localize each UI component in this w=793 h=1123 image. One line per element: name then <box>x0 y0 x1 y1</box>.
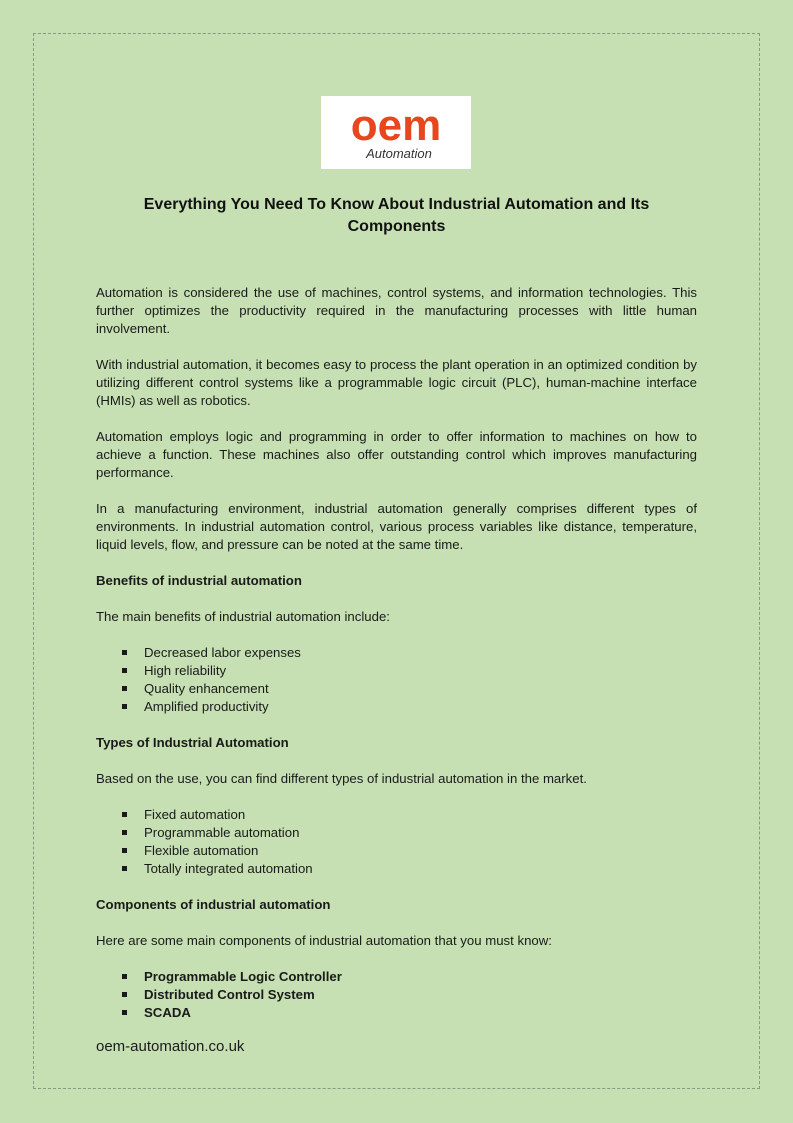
oem-automation-logo <box>321 96 471 169</box>
section-heading-benefits: Benefits of industrial automation <box>96 573 302 588</box>
list-item-label: Flexible automation <box>144 843 259 858</box>
bullet-icon <box>122 866 127 871</box>
paragraph: Automation employs logic and programming in order to offer information to machines on how to achieve a function. These machines also offer outstanding control which improves manufacturing performance. <box>96 429 697 480</box>
list-item <box>96 842 697 860</box>
section-heading-types: Types of Industrial Automation <box>96 735 289 750</box>
list-item <box>96 986 697 1004</box>
document-title: Everything You Need To Know About Industrial Automation and Its Components <box>143 196 650 235</box>
list-item <box>96 698 697 716</box>
components-list <box>96 968 697 1022</box>
list-item-label: Decreased labor expenses <box>144 645 301 660</box>
list-item-label: Quality enhancement <box>144 681 269 696</box>
section-heading-components: Components of industrial automation <box>96 897 331 912</box>
list-item-label: Fixed automation <box>144 807 246 822</box>
bullet-icon <box>122 812 127 817</box>
bullet-icon <box>122 686 127 691</box>
list-item-label: High reliability <box>144 663 227 678</box>
list-item-label: Amplified productivity <box>144 699 269 714</box>
list-item-label: Totally integrated automation <box>144 861 313 876</box>
section-intro: Based on the use, you can find different types of industrial automation in the market. <box>96 771 587 786</box>
document-body <box>96 284 697 1040</box>
section-intro: Here are some main components of industrial automation that you must know: <box>96 933 552 948</box>
bullet-icon <box>122 848 127 853</box>
bullet-icon <box>122 668 127 673</box>
paragraph: In a manufacturing environment, industrial automation generally comprises different types of environments. In industrial automation control, various process variables like distance, temperature, liquid levels, flow, and pressure can be noted at the same time. <box>96 501 697 552</box>
list-item-label: Distributed Control System <box>144 987 315 1002</box>
bullet-icon <box>122 974 127 979</box>
list-item <box>96 860 697 878</box>
list-item-label: SCADA <box>144 1005 191 1020</box>
bullet-icon <box>122 650 127 655</box>
bullet-icon <box>122 704 127 709</box>
bullet-icon <box>122 830 127 835</box>
list-item <box>96 680 697 698</box>
list-item-label: Programmable Logic Controller <box>144 969 342 984</box>
paragraph: Automation is considered the use of machines, control systems, and information technologies. This further optimizes the productivity required in the manufacturing processes with little human involvement. <box>96 285 697 336</box>
list-item-label: Programmable automation <box>144 825 300 840</box>
bullet-icon <box>122 1010 127 1015</box>
benefits-list <box>96 644 697 716</box>
logo-sub-text: Automation <box>366 146 432 161</box>
list-item <box>96 644 697 662</box>
paragraph: With industrial automation, it becomes easy to process the plant operation in an optimized condition by utilizing different control systems like a programmable logic circuit (PLC), human-machine interface (HMIs) as well as robotics. <box>96 357 697 408</box>
logo-brand-text: oem <box>350 101 442 150</box>
bullet-icon <box>122 992 127 997</box>
list-item <box>96 806 697 824</box>
types-list <box>96 806 697 878</box>
section-intro: The main benefits of industrial automation include: <box>96 609 390 624</box>
list-item <box>96 968 697 986</box>
list-item <box>96 1004 697 1022</box>
list-item <box>96 824 697 842</box>
footer-website: oem-automation.co.uk <box>96 1038 245 1055</box>
list-item <box>96 662 697 680</box>
